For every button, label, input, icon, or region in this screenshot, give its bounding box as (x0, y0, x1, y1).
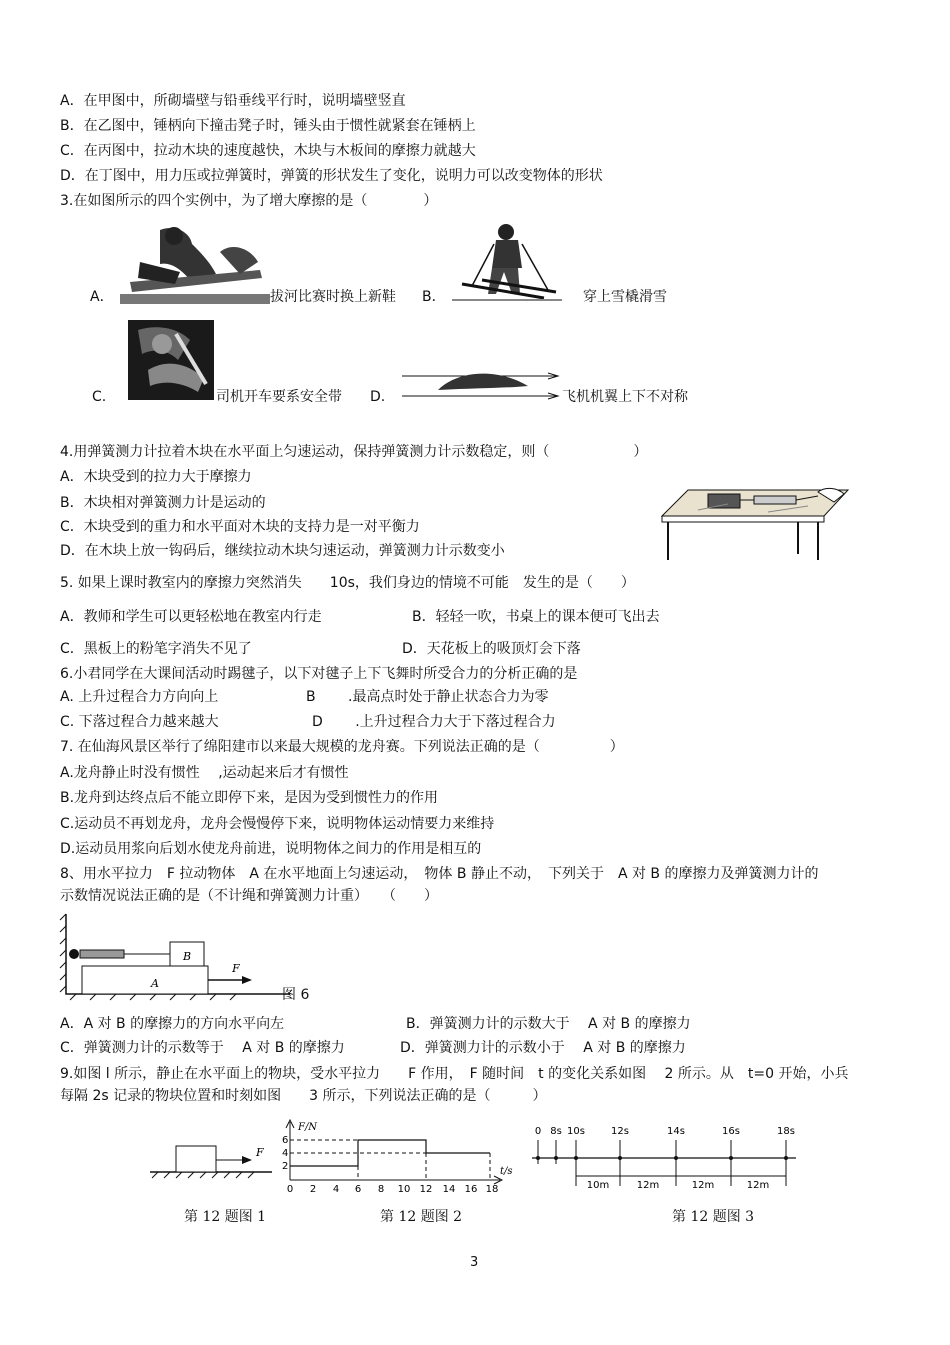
q9-fig2-xtick: 6 (354, 1184, 362, 1195)
q2-option-d: D．在丁图中，用力压或拉弹簧时，弹簧的形状发生了变化，说明力可以改变物体的形状 (60, 168, 603, 184)
q9-fig1-f-label: F (256, 1146, 264, 1159)
q9-fig2-ylabel: F/N (298, 1122, 318, 1133)
q9-fig3-caption: 第 12 题图 3 (672, 1209, 755, 1225)
page-number: 3 (470, 1255, 479, 1270)
q2-option-b: B．在乙图中，锤柄向下撞击凳子时，锤头由于惯性就紧套在锤柄上 (60, 118, 476, 134)
q9-fig3-time: 0 (534, 1126, 542, 1137)
q8-stem-line2: 示数情况说法正确的是（不计绳和弹簧测力计重） （ ） (60, 888, 438, 904)
q9-fig3-dist: 12m (636, 1180, 660, 1191)
skier-image (452, 220, 562, 306)
q9-fig3-dist: 10m (586, 1180, 610, 1191)
q8-option-b: B．弹簧测力计的示数大于 A 对 B 的摩擦力 (406, 1016, 691, 1032)
q8-label-f: F (232, 962, 240, 975)
q6-option-a: A. 上升过程合力方向向上 (60, 689, 219, 705)
q8-label-a: A (151, 977, 159, 990)
q5-stem: 5. 如果上课时教室内的摩擦力突然消失 10s，我们身边的情境不可能 发生的是（ ） (60, 575, 635, 591)
q6-option-d: D .上升过程合力大于下落过程合力 (312, 714, 556, 730)
q9-fig2-ytick: 4 (282, 1148, 289, 1159)
tug-of-war-image (120, 222, 270, 304)
q9-fig2-xtick: 0 (286, 1184, 294, 1195)
q9-fig3-time: 18s (777, 1126, 795, 1137)
q6-stem: 6.小君同学在大课间活动时踢毽子，以下对毽子上下飞舞时所受合力的分析正确的是 (60, 666, 578, 682)
q5-option-a: A．教师和学生可以更轻松地在教室内行走 (60, 609, 322, 625)
q8-label-b: B (182, 950, 192, 963)
q9-fig3-time: 10s (567, 1126, 585, 1137)
q9-stem-line1: 9.如图 l 所示，静止在水平面上的物块，受水平拉力 F 作用， F 随时间 t 的变化关系如图 2 所示。从 t=0 开始，小兵 (60, 1066, 849, 1082)
q4-option-d: D．在木块上放一钩码后，继续拉动木块匀速运动，弹簧测力计示数变小 (60, 543, 505, 559)
q4-option-a: A．木块受到的拉力大于摩擦力 (60, 469, 252, 485)
q9-fig2-xlabel: t/s (500, 1166, 513, 1177)
q9-fig2-xtick: 10 (397, 1184, 411, 1195)
q7-stem: 7. 在仙海风景区举行了绵阳建市以来最大规模的龙舟赛。下列说法正确的是（ ） (60, 739, 624, 755)
q7-option-d: D.运动员用浆向后划水使龙舟前进，说明物体之间力的作用是相互的 (60, 841, 482, 857)
q9-fig2-ytick: 2 (282, 1161, 289, 1172)
q3-option-d-letter: D. (370, 389, 386, 405)
q9-fig2-ytick: 6 (282, 1135, 289, 1146)
q8-option-a: A．A 对 B 的摩擦力的方向水平向左 (60, 1016, 285, 1032)
q9-fig3-dist: 12m (746, 1180, 770, 1191)
q3-option-c-letter: C. (92, 389, 107, 405)
q6-option-c: C. 下落过程合力越来越大 (60, 714, 219, 730)
q3-option-a-letter: A． (90, 289, 114, 305)
q2-option-a: A．在甲图中，所砌墙壁与铅垂线平行时，说明墙壁竖直 (60, 93, 406, 109)
q9-figure-2 (280, 1118, 520, 1198)
q8-option-c: C．弹簧测力计的示数等于 A 对 B 的摩擦力 (60, 1040, 345, 1056)
q3-option-b-letter: B． (422, 289, 446, 305)
q6-option-b: B .最高点时处于静止状态合力为零 (306, 689, 549, 705)
q9-fig2-xtick: 4 (332, 1184, 340, 1195)
q9-fig2-xtick: 18 (485, 1184, 499, 1195)
seatbelt-image (128, 320, 214, 400)
q9-fig3-time: 12s (611, 1126, 629, 1137)
q9-fig3-time: 8s (550, 1126, 562, 1137)
q5-option-d: D．天花板上的吸顶灯会下落 (402, 641, 581, 657)
q7-option-b: B.龙舟到达终点后不能立即停下来，是因为受到惯性力的作用 (60, 790, 439, 806)
q2-option-c: C．在丙图中，拉动木块的速度越快，木块与木板间的摩擦力就越大 (60, 143, 476, 159)
q9-stem-line2: 每隔 2s 记录的物块位置和时刻如图 3 所示，下列说法正确的是（ ） (60, 1088, 547, 1104)
q4-stem: 4.用弹簧测力计拉着木块在水平面上匀速运动，保持弹簧测力计示数稳定，则（ ） (60, 444, 648, 460)
q9-fig2-xtick: 16 (464, 1184, 478, 1195)
q3-stem: 3.在如图所示的四个实例中，为了增大摩擦的是（ ） (60, 193, 438, 209)
q9-fig2-xtick: 14 (442, 1184, 456, 1195)
q9-fig2-xtick: 8 (377, 1184, 385, 1195)
q8-stem-line1: 8、用水平拉力 F 拉动物体 A 在水平地面上匀速运动， 物体 B 静止不动， 下列关于 A 对 B 的摩擦力及弹簧测力计的 (60, 866, 819, 882)
q9-fig1-caption: 第 12 题图 1 (184, 1209, 267, 1225)
q9-fig2-caption: 第 12 题图 2 (380, 1209, 463, 1225)
airplane-wing-image (398, 364, 564, 404)
q9-fig3-dist: 12m (691, 1180, 715, 1191)
spring-scale-table-image (658, 480, 850, 562)
q5-option-c: C．黑板上的粉笔字消失不见了 (60, 641, 252, 657)
q9-fig2-xtick: 2 (309, 1184, 317, 1195)
q9-fig3-time: 16s (722, 1126, 740, 1137)
q8-figure (60, 912, 300, 1000)
q7-option-a: A.龙舟静止时没有惯性 ,运动起来后才有惯性 (60, 765, 349, 781)
q8-option-d: D．弹簧测力计的示数小于 A 对 B 的摩擦力 (400, 1040, 686, 1056)
q8-figure-label: 图 6 (282, 987, 310, 1003)
q4-option-c: C．木块受到的重力和水平面对木块的支持力是一对平衡力 (60, 519, 420, 535)
q5-option-b: B．轻轻一吹，书桌上的课本便可飞出去 (412, 609, 660, 625)
q4-option-b: B．木块相对弹簧测力计是运动的 (60, 495, 266, 511)
q3-option-d-text: 飞机机翼上下不对称 (562, 389, 688, 405)
q3-option-a-text: 拔河比赛时换上新鞋 (270, 289, 396, 305)
q3-option-b-text: 穿上雪橇滑雪 (583, 289, 667, 305)
q9-figure-1 (148, 1140, 274, 1180)
q9-fig2-xtick: 12 (419, 1184, 433, 1195)
q9-figure-3 (528, 1120, 804, 1190)
q9-fig3-time: 14s (667, 1126, 685, 1137)
q3-option-c-text: 司机开车要系安全带 (216, 389, 342, 405)
q7-option-c: C.运动员不再划龙舟，龙舟会慢慢停下来，说明物体运动情要力来维持 (60, 816, 495, 832)
